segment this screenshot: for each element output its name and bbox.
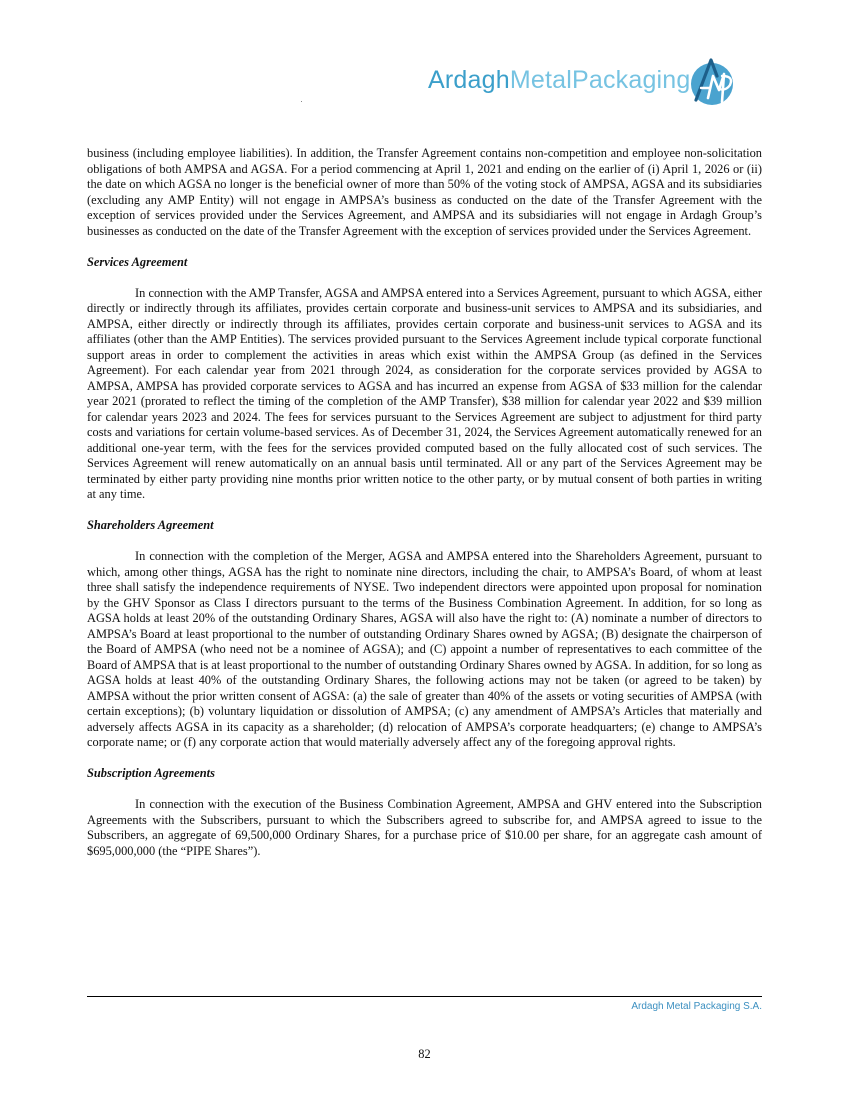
logo-word-metal: Metal [509, 66, 572, 94]
logo-wordmark [428, 66, 691, 95]
footer-company-name: Ardagh Metal Packaging S.A. [631, 1001, 762, 1012]
footer-divider [87, 996, 762, 997]
logo-word-packaging: Packaging [571, 66, 691, 94]
section-heading-subscription-agreements: Subscription Agreements [87, 766, 215, 780]
section-text-subscription-agreements: In connection with the execution of the Business Combination Agreement, AMPSA and GHV entered into the Subscription Agreements with the Subscribers, pursuant to which the Subscribers agreed to subscribe for, and AMPSA agreed to issue to the Subscribers, an aggregate of 69,500,000 Ordinary Shares, for a purchase price of $10.00 per share, for an aggregate cash amount of $695,000,000 (the “PIPE Shares”). [87, 797, 762, 858]
amp-monogram-icon [686, 54, 736, 108]
intro-paragraph: business (including employee liabilities). In addition, the Transfer Agreement contains non-competition and employee non-solicitation obligations of both AMPSA and AGSA. For a period commencing at April 1, 2021 and ending on the earlier of (i) April 1, 2026 or (ii) the date on which AGSA no longer is the beneficial owner of more than 50% of the voting stock of AMPSA, AGSA and its subsidiaries (excluding any AMP Entity) will not engage in AMPSA’s business as conducted on the date of the Transfer Agreement with the exception of services provided under the Services Agreement, and AMPSA and its subsidiaries will not engage in Ardagh Group’s businesses as conducted on the date of the Transfer Agreement with the exception of services provided under the Services Agreement. [87, 146, 762, 238]
section-heading-shareholders-agreement: Shareholders Agreement [87, 518, 214, 532]
section-heading-services-agreement: Services Agreement [87, 254, 188, 269]
document-body [87, 146, 762, 875]
page-number: 82 [418, 1047, 431, 1061]
logo-word-ardagh: Ardagh [428, 66, 510, 94]
section-text-shareholders-agreement: In connection with the completion of the Merger, AGSA and AMPSA entered into the Shareholders Agreement, pursuant to which, among other things, AGSA has the right to nominate nine directors, including the chair, to AMPSA’s Board, of whom at least three shall satisfy the independence requirements of NYSE. Two independent directors were appointed upon proposal for nomination by the GHV Sponsor as Class I directors pursuant to the terms of the Business Combination Agreement. In addition, for so long as AGSA holds at least 20% of the outstanding Ordinary Shares, AGSA will also have the right to: (A) nominate a number of directors to AMPSA’s Board at least proportional to the number of outstanding Ordinary Shares owned by AGSA; (B) designate the chairperson of the Board of AMPSA (who need not be a nominee of AGSA); and (C) appoint a number of representatives to each committee of the Board of AMPSA that is at least proportional to the number of outstanding Ordinary Shares owned by AGSA. In addition, for so long as AGSA holds at least 40% of the outstanding Ordinary Shares, the following actions may not be taken (or agreed to be taken) by AMPSA without the prior written consent of AGSA: (a) the sale of greater than 40% of the assets or voting securities of AMPSA (with certain exceptions); (b) voluntary liquidation or dissolution of AMPSA; (c) any amendment of AMPSA’s Articles that materially and adversely affects AGSA in its capacity as a shareholder; (d) relocation of AMPSA’s corporate headquarters; (e) change to AMPSA’s corporate name; or (f) any corporate action that would materially adversely affect any of the foregoing approval rights. [87, 549, 762, 749]
scan-artifact [301, 101, 302, 102]
section-text-services-agreement: In connection with the AMP Transfer, AGSA and AMPSA entered into a Services Agreement, pursuant to which AGSA, either directly or indirectly through its affiliates, provides certain corporate and business-unit services to AMPSA and its subsidiaries, and AMPSA, either directly or indirectly through its affiliates, provides certain corporate and business-unit services to AGSA and its affiliates (other than the AMP Entities). The services provided pursuant to the Services Agreement include typical corporate functional support areas in order to complement the activities in areas which exist within the AMPSA Group (as defined in the Services Agreement). For each calendar year from 2021 through 2024, as consideration for the corporate services provided by AGSA to AMPSA, AMPSA has provided corporate services to AGSA and has incurred an expense from AGSA of $33 million for the calendar year 2021 (prorated to reflect the timing of the completion of the AMP Transfer), $38 million for calendar year 2022 and $39 million for calendar years 2023 and 2024. The fees for services pursuant to the Services Agreement are subject to adjustment for third party costs and variations for certain volume-based services. As of December 31, 2024, the Services Agreement automatically renewed for an additional one-year term, with the fees for the services provided computed based on the fully allocated cost of such services. The Services Agreement will renew automatically on an annual basis until terminated. All or any part of the Services Agreement may be terminated by either party providing nine months prior written notice to the other party, or by mutual consent of both parties in writing at any time. [87, 285, 762, 501]
